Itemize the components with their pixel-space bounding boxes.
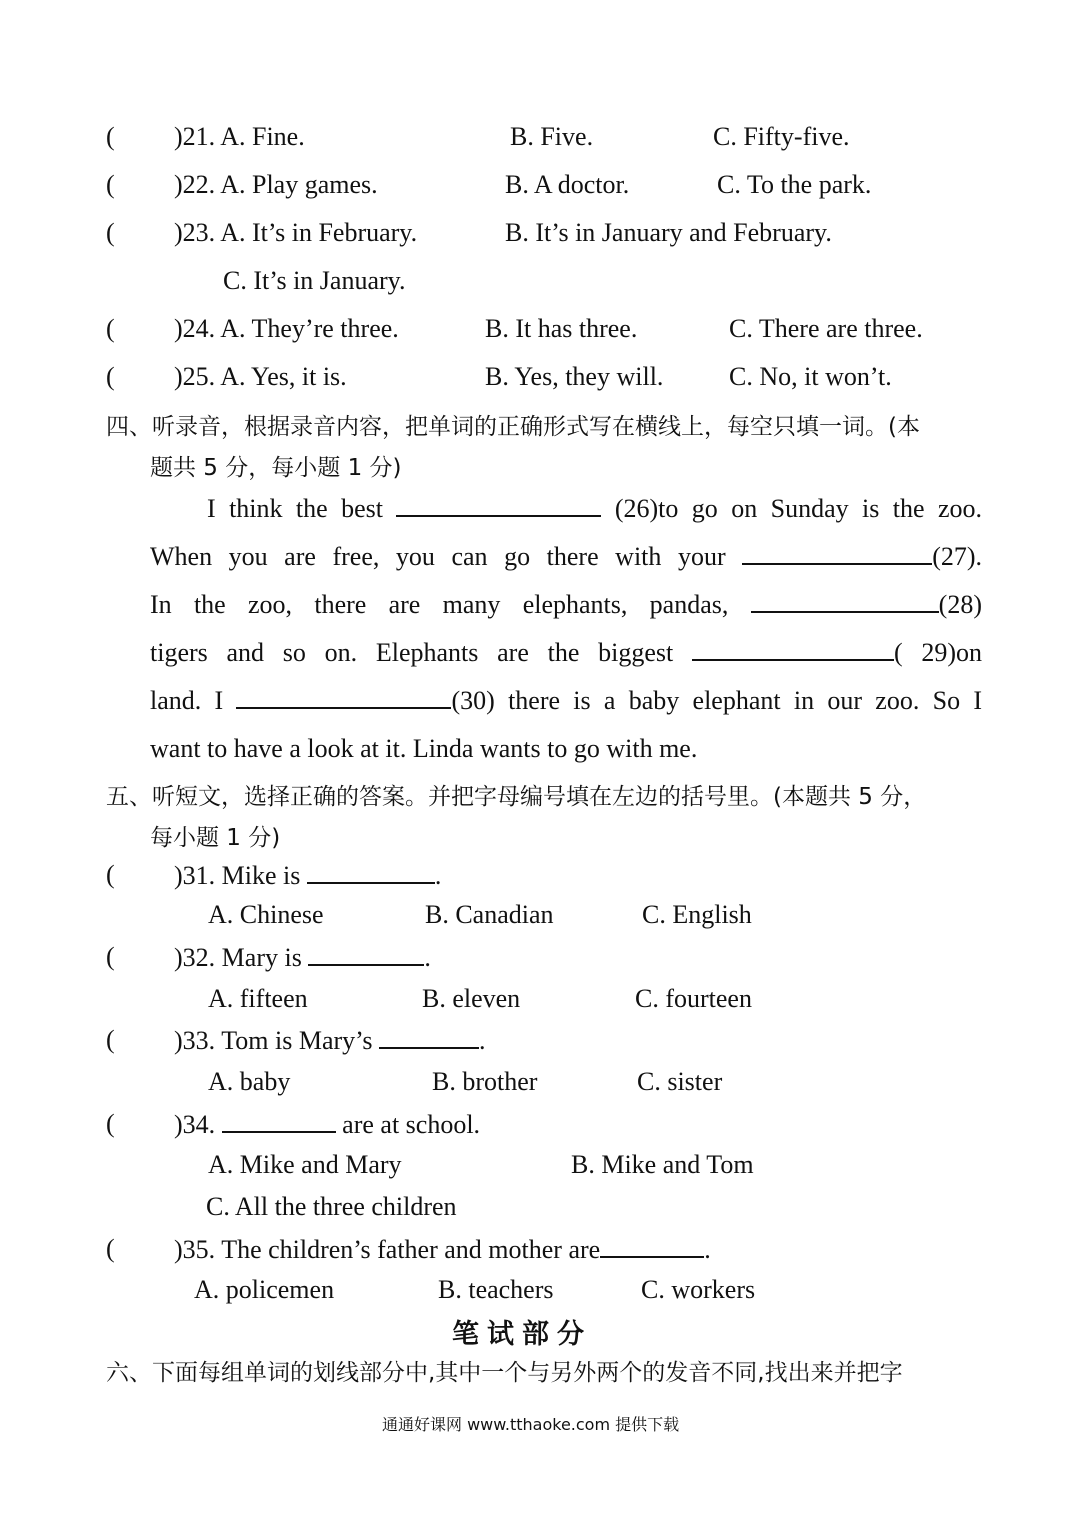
answer-paren: ( [106, 122, 115, 151]
passage-text: land. I [150, 686, 224, 715]
cloze-passage [150, 485, 982, 773]
q33-option-c: C. sister [637, 1067, 723, 1096]
q33-blank[interactable] [379, 1025, 479, 1049]
q32-option-c: C. fourteen [635, 984, 752, 1013]
page-footer: 通通好课网 www.tthaoke.com 提供下载 [382, 1415, 680, 1434]
q32-option-a: A. fifteen [208, 984, 308, 1013]
q31-line [174, 860, 441, 891]
q33-end: . [478, 1026, 486, 1055]
q25-option-c: C. No, it won’t. [729, 362, 892, 391]
passage-line [150, 533, 982, 581]
q35-end: . [704, 1235, 711, 1264]
q34-line [174, 1109, 480, 1140]
passage-line [150, 485, 982, 533]
q33-option-b: B. brother [432, 1067, 538, 1096]
answer-paren: ( [106, 314, 115, 343]
passage-text: In the zoo, there are many elephants, pandas, [150, 590, 729, 619]
q25-option-b: B. Yes, they will. [485, 362, 664, 391]
q34-option-b: B. Mike and Tom [571, 1150, 754, 1179]
q23-option-c: C. It’s in January. [223, 266, 406, 295]
q24-stem: )24. A. They’re three. [174, 314, 399, 343]
blank-29[interactable] [692, 637, 894, 661]
q32-option-b: B. eleven [422, 984, 521, 1013]
q32-blank[interactable] [308, 942, 424, 966]
passage-text: When you are free, you can go there with your [150, 542, 726, 571]
q34-blank[interactable] [222, 1109, 336, 1133]
blank-30[interactable] [236, 685, 451, 709]
passage-text: (27). [932, 542, 983, 571]
passage-text: (28) [938, 590, 982, 619]
q31-blank[interactable] [307, 860, 435, 884]
q33-option-a: A. baby [208, 1067, 291, 1096]
section-4-instruction: 四、听录音，根据录音内容，把单词的正确形式写在横线上，每空只填一词。(本 [106, 414, 920, 440]
q31-end: . [434, 861, 442, 890]
q33-line [174, 1025, 485, 1056]
q24-option-b: B. It has three. [485, 314, 638, 343]
q34-option-c: C. All the three children [206, 1192, 457, 1221]
written-part-title: 笔试部分 [452, 1319, 592, 1350]
section-5-instruction-cont: 每小题 1 分) [150, 825, 281, 851]
section-4-instruction-cont: 题共 5 分，每小题 1 分) [150, 455, 402, 481]
q23-stem: )23. A. It’s in February. [174, 218, 418, 247]
q22-option-b: B. A doctor. [505, 170, 630, 199]
blank-27[interactable] [742, 541, 932, 565]
q35-blank[interactable] [600, 1234, 704, 1258]
answer-paren: ( [106, 362, 115, 391]
q23-option-b: B. It’s in January and February. [505, 218, 832, 247]
q31-stem: )31. Mike is [174, 861, 301, 890]
q34-option-a: A. Mike and Mary [208, 1150, 402, 1179]
q31-option-c: C. English [642, 900, 752, 929]
answer-paren: ( [106, 1109, 115, 1138]
q35-stem: )35. The children’s father and mother are [174, 1235, 601, 1264]
q21-stem: )21. A. Fine. [174, 122, 305, 151]
passage-text: tigers and so on. Elephants are the biggest [150, 638, 674, 667]
passage-line [150, 677, 982, 725]
passage-text: ( 29)on [893, 638, 982, 667]
q35-line [174, 1234, 711, 1265]
answer-paren: ( [106, 860, 115, 889]
blank-26[interactable] [396, 493, 601, 517]
answer-paren: ( [106, 1025, 115, 1054]
q32-end: . [424, 943, 431, 972]
answer-paren: ( [106, 1234, 115, 1263]
passage-text: (26)to go on Sunday is the zoo. [614, 494, 983, 523]
q22-stem: )22. A. Play games. [174, 170, 378, 199]
answer-paren: ( [106, 170, 115, 199]
q25-stem: )25. A. Yes, it is. [174, 362, 347, 391]
section-6-instruction: 六、下面每组单词的划线部分中,其中一个与另外两个的发音不同,找出来并把字 [106, 1360, 903, 1386]
passage-text: want to have a look at it. Linda wants to go with me. [150, 734, 698, 763]
q35-option-c: C. workers [641, 1275, 756, 1304]
passage-line [150, 725, 982, 773]
q21-option-b: B. Five. [510, 122, 594, 151]
q31-option-b: B. Canadian [425, 900, 554, 929]
passage-text: I think the best [207, 494, 383, 523]
q35-option-a: A. policemen [194, 1275, 335, 1304]
q35-option-b: B. teachers [438, 1275, 554, 1304]
q32-stem: )32. Mary is [174, 943, 302, 972]
q24-option-c: C. There are three. [729, 314, 923, 343]
answer-paren: ( [106, 942, 115, 971]
answer-paren: ( [106, 218, 115, 247]
q22-option-c: C. To the park. [717, 170, 872, 199]
passage-line [150, 629, 982, 677]
passage-line [150, 581, 982, 629]
q33-stem: )33. Tom is Mary’s [174, 1026, 373, 1055]
q21-option-c: C. Fifty-five. [713, 122, 850, 151]
blank-28[interactable] [751, 589, 939, 613]
section-5-instruction: 五、听短文，选择正确的答案。并把字母编号填在左边的括号里。(本题共 5 分， [106, 784, 927, 810]
q34-end: are at school. [342, 1110, 481, 1139]
q34-stem: )34. [174, 1110, 216, 1139]
q31-option-a: A. Chinese [208, 900, 324, 929]
q32-line [174, 942, 431, 973]
passage-text: (30) there is a baby elephant in our zoo. So I [451, 686, 983, 715]
